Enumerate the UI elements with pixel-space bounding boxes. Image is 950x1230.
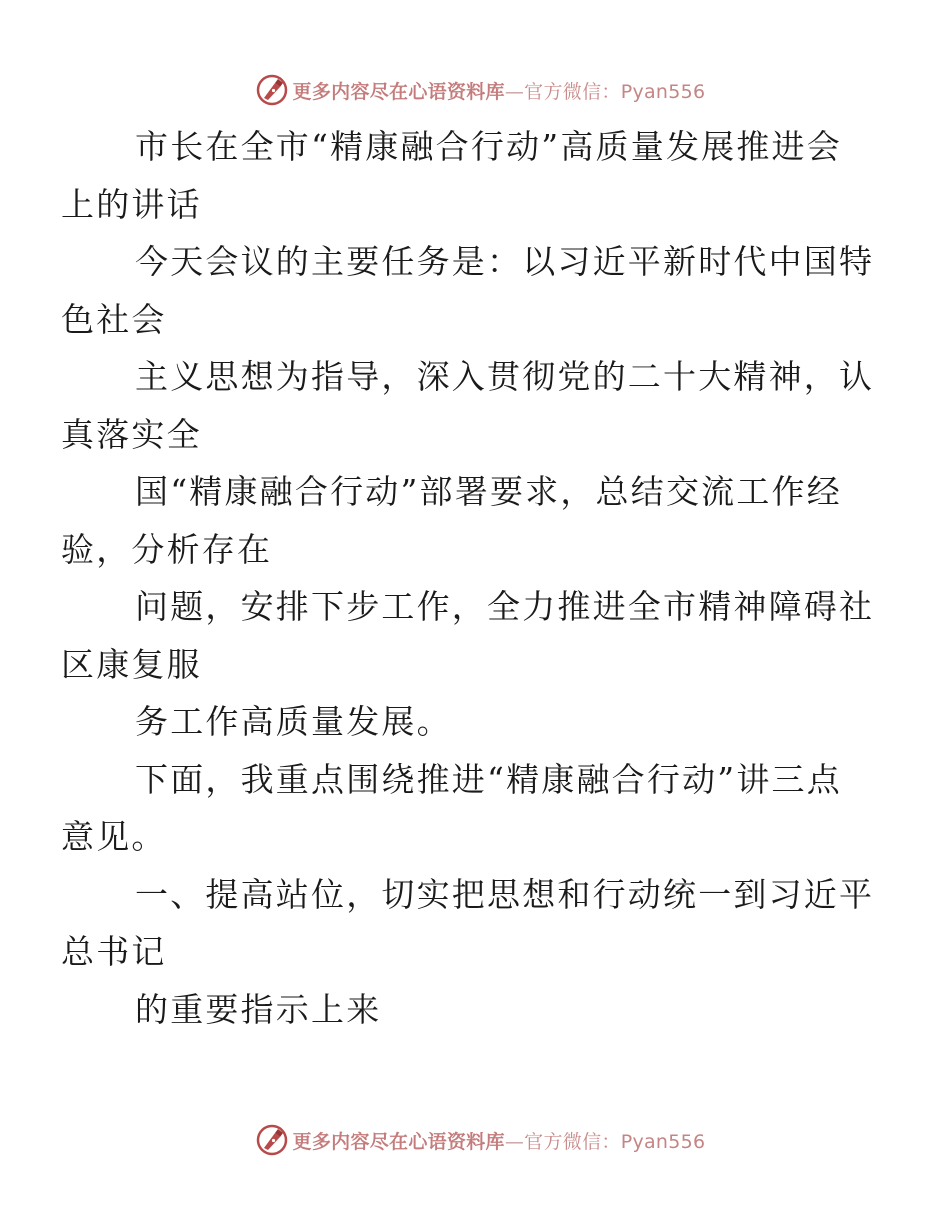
- paragraph-line: 今天会议的主要任务是：以习近平新时代中国特: [135, 242, 875, 281]
- paragraph-line: 真落实全: [61, 414, 202, 454]
- paragraph-line: 上的讲话: [61, 184, 202, 224]
- paragraph-line: 主义思想为指导，深入贯彻党的二十大精神，认: [135, 357, 875, 396]
- header-banner-rest: 官方微信：: [524, 80, 621, 103]
- header-banner-inner: [255, 73, 706, 107]
- paragraph-line: 市长在全市“精康融合行动”高质量发展推进会: [135, 127, 842, 166]
- paragraph: [61, 751, 858, 866]
- paragraph: [61, 463, 858, 578]
- paragraph-line: 的重要指示上来: [135, 989, 382, 1029]
- footer-banner-text: [293, 1127, 706, 1154]
- paragraph-title: [61, 118, 858, 233]
- footer-banner-bold: 更多内容尽在心语资料库: [292, 1130, 505, 1153]
- footer-banner-handle: Pyan556: [620, 1130, 706, 1153]
- paragraph: [61, 578, 875, 693]
- document-body: [61, 118, 875, 1038]
- paragraph-line: 总书记: [61, 932, 167, 971]
- paragraph: [98, 981, 858, 1039]
- header-banner-bold: 更多内容尽在心语资料库: [292, 80, 505, 103]
- paragraph-line: 问题，安排下步工作，全力推进全市精神障碍社: [135, 587, 875, 626]
- pen-nib-logo-icon: [255, 1123, 289, 1157]
- paragraph-line: 意见。: [61, 817, 167, 856]
- paragraph-line: 下面，我重点围绕推进“精康融合行动”讲三点: [135, 759, 842, 799]
- footer-banner: [0, 1120, 950, 1160]
- header-banner-dash: —: [504, 80, 525, 103]
- header-banner-text: [293, 77, 706, 104]
- paragraph: [98, 693, 858, 751]
- footer-banner-inner: [255, 1123, 706, 1157]
- header-banner: [0, 70, 950, 110]
- footer-banner-rest: 官方微信：: [524, 1130, 621, 1153]
- paragraph-line: 务工作高质量发展。: [135, 702, 452, 741]
- paragraph: [61, 233, 875, 348]
- paragraph-line: 验，分析存在: [61, 529, 273, 569]
- pen-nib-logo-icon: [255, 73, 289, 107]
- section-heading: [61, 866, 875, 981]
- header-banner-handle: Pyan556: [620, 80, 706, 103]
- paragraph-line: 一、提高站位，切实把思想和行动统一到习近平: [135, 874, 875, 914]
- paragraph-line: 区康复服: [61, 644, 202, 684]
- paragraph-line: 国“精康融合行动”部署要求，总结交流工作经: [135, 472, 842, 511]
- paragraph: [61, 348, 875, 463]
- footer-banner-dash: —: [504, 1130, 525, 1153]
- paragraph-line: 色社会: [61, 299, 167, 339]
